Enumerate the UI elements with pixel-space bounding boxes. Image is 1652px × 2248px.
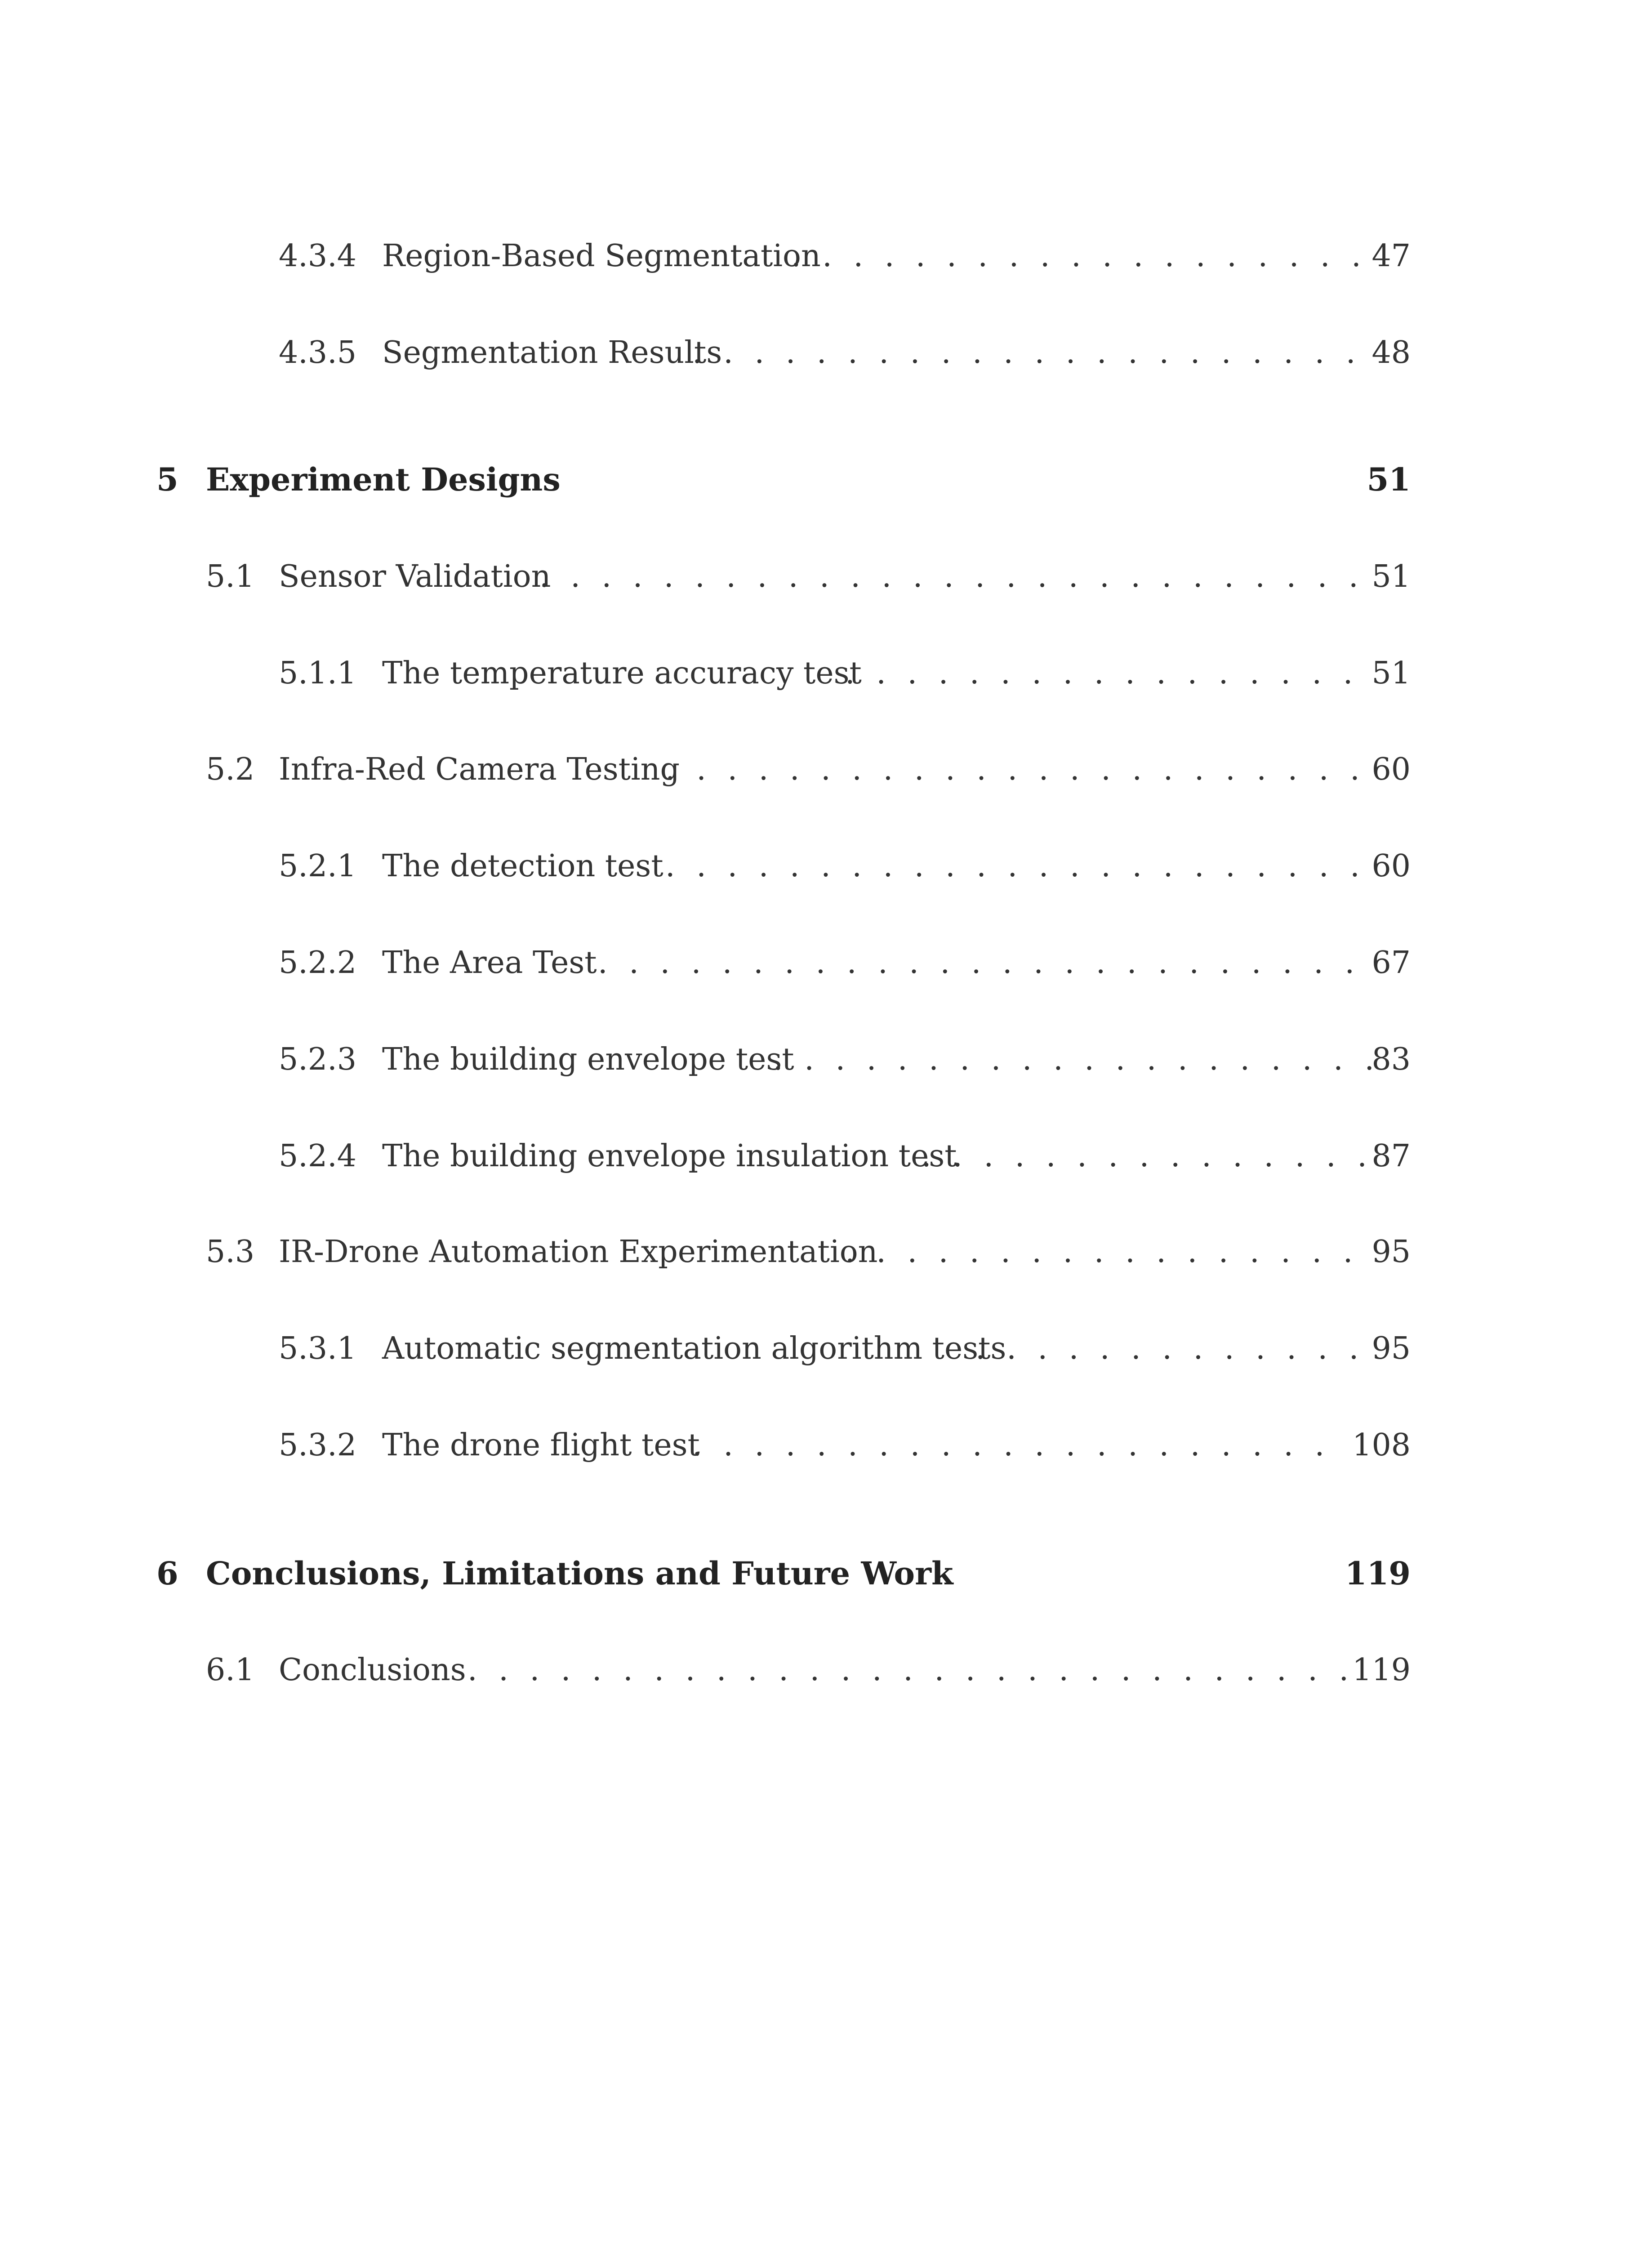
toc-entry-title: The detection test (382, 848, 663, 884)
toc-entry-number: 5.3 (206, 1234, 255, 1270)
toc-entry-subsection (0, 1132, 1652, 1181)
toc-dot-leader (539, 552, 1376, 602)
toc-entry-section (0, 745, 1652, 794)
toc-entry-number: 6 (156, 1555, 178, 1592)
toc-entry-number: 5.2.3 (279, 1042, 357, 1077)
toc-entry-title: Infra-Red Camera Testing (279, 752, 680, 787)
toc-entry-number: 5.2.2 (279, 945, 357, 981)
toc-dot-leader (922, 1132, 1376, 1181)
toc-entry-page: 47 (1371, 238, 1411, 274)
toc-entry-subsection (0, 232, 1652, 281)
toc-entry-page: 108 (1352, 1427, 1411, 1463)
toc-dot-leader (665, 842, 1376, 891)
toc-entry-number: 5.3.1 (279, 1331, 357, 1366)
toc-entry-page: 67 (1371, 945, 1411, 981)
toc-entry-number: 4.3.5 (279, 335, 357, 370)
toc-entry-title: Segmentation Results (382, 335, 722, 370)
toc-entry-number: 5.1 (206, 559, 255, 594)
toc-entry-number: 5.2 (206, 752, 255, 787)
toc-dot-leader (791, 232, 1376, 281)
toc-entry-page: 60 (1371, 848, 1411, 884)
toc-entry-title: Conclusions (279, 1652, 466, 1688)
toc-entry-chapter (0, 455, 1652, 504)
toc-entry-number: 5 (156, 461, 178, 498)
toc-entry-page: 60 (1371, 752, 1411, 787)
toc-entry-number: 5.3.2 (279, 1427, 357, 1463)
toc-entry-page: 51 (1371, 656, 1411, 691)
toc-entry-section (0, 1646, 1652, 1695)
toc-entry-subsection (0, 1035, 1652, 1084)
toc-entry-section (0, 552, 1652, 602)
toc-entry-page: 95 (1371, 1331, 1411, 1366)
toc-entry-page: 119 (1352, 1652, 1411, 1688)
toc-entry-subsection (0, 1421, 1652, 1470)
toc-entry-title: Sensor Validation (279, 559, 551, 594)
toc-entry-title: Conclusions, Limitations and Future Work (206, 1555, 953, 1592)
toc-entry-section (0, 1227, 1652, 1277)
toc-dot-leader (975, 1324, 1376, 1374)
toc-dot-leader (845, 649, 1376, 698)
toc-entry-number: 4.3.4 (279, 238, 357, 274)
toc-dot-leader (845, 1227, 1376, 1277)
toc-entry-title: Experiment Designs (206, 461, 561, 498)
toc-dot-leader (468, 1646, 1349, 1695)
toc-entry-page: 83 (1371, 1042, 1411, 1077)
toc-entry-number: 6.1 (206, 1652, 255, 1688)
toc-dot-leader (773, 1035, 1376, 1084)
toc-entry-title: The building envelope insulation test (382, 1138, 957, 1174)
toc-entry-page: 48 (1371, 335, 1411, 370)
toc-dot-leader (692, 328, 1376, 378)
toc-entry-subsection (0, 649, 1652, 698)
toc-entry-title: Region-Based Segmentation (382, 238, 821, 274)
toc-entry-chapter (0, 1549, 1652, 1598)
toc-entry-subsection (0, 1324, 1652, 1374)
toc-dot-leader (692, 1421, 1349, 1470)
toc-dot-leader (598, 938, 1376, 988)
toc-entry-subsection (0, 328, 1652, 378)
toc-entry-subsection (0, 938, 1652, 988)
toc-entry-title: The drone flight test (382, 1427, 700, 1463)
toc-entry-page: 87 (1371, 1138, 1411, 1174)
toc-entry-title: The Area Test (382, 945, 597, 981)
toc-entry-number: 5.2.4 (279, 1138, 357, 1174)
toc-entry-number: 5.2.1 (279, 848, 357, 884)
toc-dot-leader (665, 745, 1376, 794)
toc-entry-page: 51 (1367, 461, 1411, 498)
toc-entry-title: IR-Drone Automation Experimentation (279, 1234, 878, 1270)
toc-entry-page: 119 (1345, 1555, 1411, 1592)
toc-entry-subsection (0, 842, 1652, 891)
toc-entry-number: 5.1.1 (279, 656, 357, 691)
toc-entry-title: The building envelope test (382, 1042, 794, 1077)
toc-entry-title: The temperature accuracy test (382, 656, 862, 691)
toc-entry-page: 51 (1371, 559, 1411, 594)
toc-entry-title: Automatic segmentation algorithm tests (382, 1331, 1006, 1366)
toc-entry-page: 95 (1371, 1234, 1411, 1270)
